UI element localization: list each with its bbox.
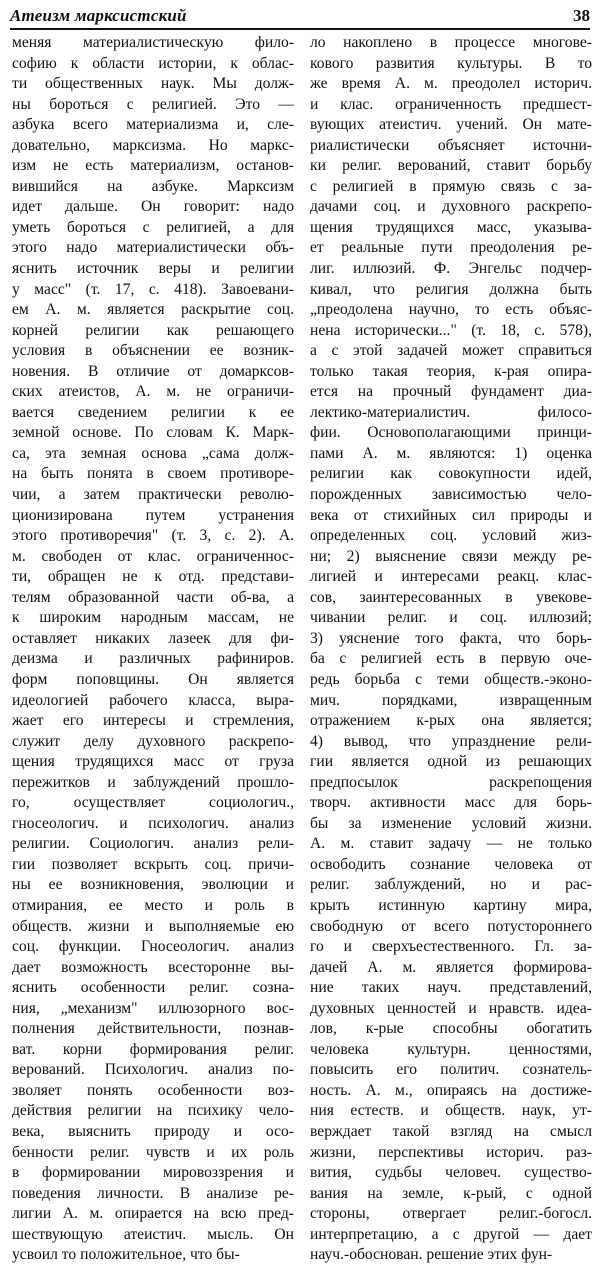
text-line: века, выяснить природу и осо- [12,1122,294,1140]
text-line: А. м. ставит задачу — не только [310,835,592,853]
text-line: вившийся на азбуке. Марксизм [12,177,294,195]
text-line: меняя материалистическую фило- [12,34,294,51]
text-line: деизма и различных рафиниров. [12,650,294,668]
text-line: ба с религией есть в первую оче- [310,650,592,668]
text-line: нена исторически..." (т. 18, с. 578), [310,321,592,339]
header-rule [10,28,590,30]
text-line: лигии А. м. опирается на всю пред- [12,1205,294,1223]
text-line: вания на земле, к-рый, с одной [310,1184,592,1202]
text-line: жизни, перспективы историч. раз- [310,1143,592,1161]
left-column [12,33,294,1264]
text-line: яснить источник веры и религии [12,260,294,278]
text-line: телям образованной части об-ва, а [12,588,294,606]
text-line: свободную от всего потустороннего [310,917,592,935]
text-line: оставляет никаких лазеек для фи- [12,629,294,647]
text-line: повысить его политич. сознатель- [310,1061,592,1079]
text-line: религ. заблуждений, но и рас- [310,876,592,894]
text-line: софию к области истории, к облас- [12,54,294,72]
text-line: условия в объяснении ее возник- [12,342,294,360]
text-line: уметь бороться с религией, а для [12,218,294,236]
text-line: лиг. иллюзий. Ф. Энгельс подчер- [310,260,592,278]
text-line: действия религии на психику чело- [12,1102,294,1120]
text-line: ется на прочный фундамент диа- [310,383,592,401]
text-line: порожденных зависимостью чело- [310,486,592,504]
text-line: ки религ. верований, ставит борьбу [310,157,592,175]
text-line: человека культурн. ценностями, [310,1040,592,1058]
text-line: яснить особенности религ. созна- [12,979,294,997]
text-line: верований. Психологич. анализ по- [12,1061,294,1079]
text-line: же время А. м. преодолел историч. [310,75,592,93]
text-line: гии позволяет вскрыть соц. причи- [12,855,294,873]
text-line: ти, обращен не к отд. представи- [12,568,294,586]
text-line: дает возможность всесторонне вы- [12,958,294,976]
text-line: этого надо материалистически объ- [12,239,294,257]
text-line: зволяет понять особенности воз- [12,1081,294,1099]
text-line: с религией в прямую связь с за- [310,177,592,195]
text-line: вается сведением религии к ее [12,403,294,421]
text-line: ских атеистов, А. м. не ограничи- [12,383,294,401]
text-line: дачами соц. и духовного раскрепо- [310,198,592,216]
text-line: религии. Социологич. анализ рели- [12,835,294,853]
text-line: определенных соц. условий жиз- [310,527,592,545]
text-line: усвоил то положительное, что бы- [12,1246,240,1264]
text-line: науч.-обоснован. решение этих фун- [310,1246,553,1264]
text-line: ния, „механизм" иллюзорного вос- [12,999,294,1017]
text-line: интерпретацию, а с другой — дает [310,1225,592,1243]
text-line: служит делу духовного раскрепо- [12,732,294,750]
text-line: лектико-материалистич. филосо- [310,403,592,421]
text-line: риалистически объясняет источни- [310,136,592,154]
text-line: ни; 2) выяснение связи между ре- [310,547,592,565]
text-line: а с этой задачей может справиться [310,342,592,360]
text-line: жает его интересы и стремления, [12,712,294,730]
text-line: вития, судьбы человеч. существо- [310,1164,592,1182]
text-line: новения. В отличие от домарксов- [12,362,294,380]
text-line: щения трудящихся масс от груза [12,753,294,771]
text-line: редь борьба с теми обществ.-эконо- [310,670,592,688]
text-line: лов, к-рые способны обогатить [310,1020,592,1038]
text-line: ти общественных наук. Мы долж- [12,75,294,93]
text-line: дачей А. м. является формирова- [310,958,592,976]
text-line: стороны, отвергает религ.-богосл. [310,1205,592,1223]
text-line: ционизирована путем устранения [12,506,294,524]
text-line: обществ. жизни и выполняемые ею [12,917,294,935]
text-line: изм не есть материализм, останов- [12,157,294,175]
text-line: бенности религ. чувств и их роль [12,1143,294,1161]
text-line: форм поповщины. Он является [12,670,294,688]
text-line: кового развития культуры. В то [310,54,592,72]
text-line: ность. А. м., опираясь на достиже- [310,1081,592,1099]
page-header [10,4,590,28]
text-line: отмирания, ее место и роль в [12,896,294,914]
text-line: ем А. м. является раскрытие соц. [12,301,294,319]
text-line: вующих атеистич. учений. Он мате- [310,116,592,134]
text-line: „преодолена научно, то есть объяс- [310,301,592,319]
text-line: пережитков и заблуждений прошло- [12,773,294,791]
text-line: шествующую атеистич. мысль. Он [12,1225,294,1243]
text-line: лигией и интересами реакц. клас- [310,568,592,586]
text-line: этого противоречия" (т. 3, с. 2). А. [12,527,294,545]
text-line: духовных ценностей и нравств. идеа- [310,999,592,1017]
text-line: идеологией рабочего класса, выра- [12,691,294,709]
text-line: века от стихийных сил природы и [310,506,592,524]
text-line: ват. корни формирования религ. [12,1040,294,1058]
text-line: к широким народным массам, не [12,609,294,627]
text-line: предпосылок раскрепощения [310,773,592,791]
text-line: ние таких науч. представлений, [310,979,592,997]
text-line: крыть истинную картину мира, [310,896,592,914]
text-line: щения трудящихся масс, указыва- [310,218,592,236]
text-line: бы за изменение условий жизни. [310,814,592,832]
text-line: на быть понята в своем противоре- [12,465,294,483]
text-line: ет реальные пути преодоления ре- [310,239,592,257]
text-line: отражением к-рых она является; [310,712,592,730]
running-title: Атеизм марксистский [10,6,187,25]
text-line: са, эта земная основа „сама долж- [12,444,294,462]
text-line: мич. порядками, извращенным [310,691,592,709]
text-line: поведения личности. В анализе ре- [12,1184,294,1202]
text-line: ло накоплено в процессе многове- [310,34,592,51]
text-line: и клас. ограниченность предшест- [310,95,592,113]
text-line: творч. активности масс для борь- [310,794,592,812]
text-line: корней религии как решающего [12,321,294,339]
text-line: гии является одной из решающих [310,753,592,771]
text-line: м. свободен от клас. ограниченнос- [12,547,294,565]
text-line: чивании религ. и соц. иллюзий; [310,609,592,627]
text-line: соц. функции. Гносеологич. анализ [12,938,294,956]
text-line: 3) уяснение того факта, что борь- [310,629,592,647]
text-line: 4) вывод, что упразднение рели- [310,732,592,750]
text-line: верждает такой взгляд на смысл [310,1122,592,1140]
page-number: 38 [573,6,590,25]
text-line: только такая теория, к-рая опира- [310,362,592,380]
text-line: азбука всего материализма и, сле- [12,116,294,134]
text-line: ны ее возникновения, эволюции и [12,876,294,894]
right-column [310,33,592,1264]
text-line: идет дальше. Он говорит: надо [12,198,294,216]
text-line: пами А. м. являются: 1) оценка [310,444,592,462]
text-line: ны бороться с религией. Это — [12,95,294,113]
text-line: ния естеств. и обществ. наук, ут- [310,1102,592,1120]
text-line: го и сверхъестественного. Гл. за- [310,938,592,956]
text-line: чии, а затем практически револю- [12,486,294,504]
text-line: у масс" (т. 17, с. 418). Завоевани- [12,280,294,298]
text-line: в формировании мировоззрения и [12,1164,294,1182]
text-line: довательно, марксизма. Но маркс- [12,136,294,154]
text-line: освободить сознание человека от [310,855,592,873]
text-line: го, осуществляет социологич., [12,794,294,812]
text-line: фии. Основополагающими принци- [310,424,592,442]
text-line: сов, заинтересованных в увекове- [310,588,592,606]
text-line: гносеологич. и психологич. анализ [12,814,294,832]
text-line: религии как совокупности идей, [310,465,592,483]
text-line: земной основе. По словам К. Марк- [12,424,294,442]
text-line: кивал, что религия должна быть [310,280,592,298]
text-line: полнения действительности, познав- [12,1020,294,1038]
